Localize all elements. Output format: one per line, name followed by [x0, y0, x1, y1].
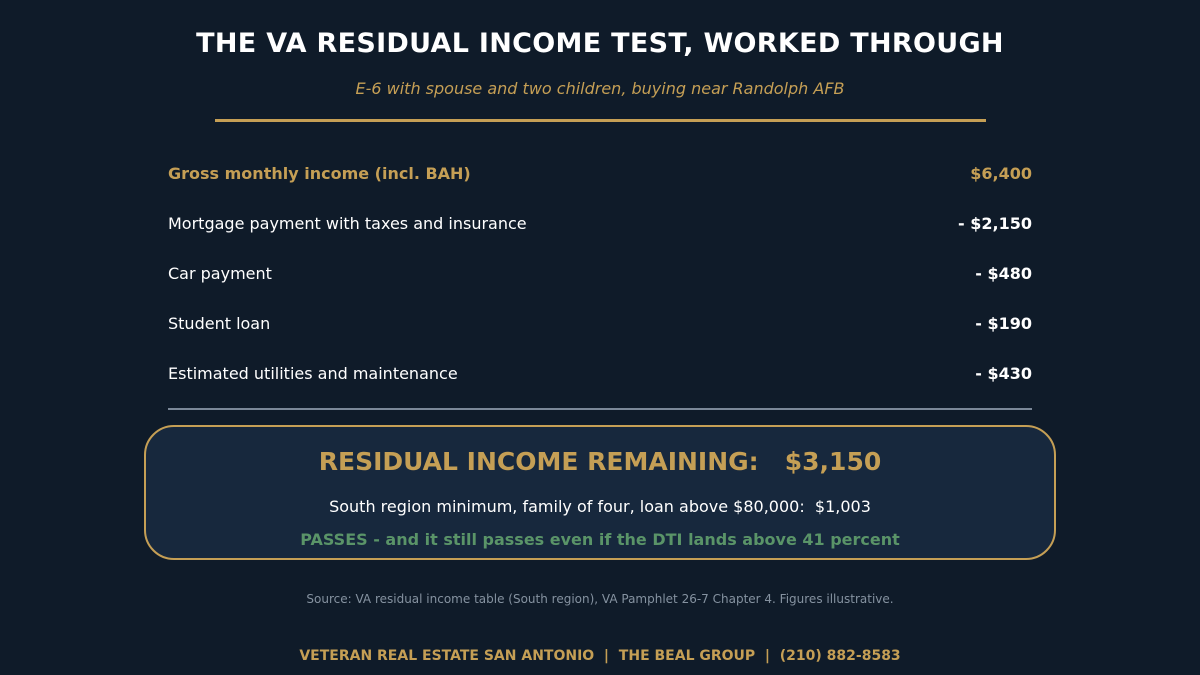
student-loan-row — [168, 314, 1032, 338]
region-minimum-text: South region minimum, family of four, loan above $80,000: $1,003 — [329, 497, 871, 516]
page-title: THE VA RESIDUAL INCOME TEST, WORKED THROUGH — [196, 28, 1004, 59]
car-payment-row — [168, 264, 1032, 288]
student-loan-value: - $190 — [975, 314, 1032, 333]
title-divider — [215, 119, 986, 122]
utilities-row — [168, 364, 1032, 388]
income-value: $6,400 — [970, 164, 1032, 183]
pass-verdict: PASSES - and it still passes even if the DTI lands above 41 percent — [300, 530, 900, 549]
result-box — [144, 425, 1056, 560]
sum-divider — [168, 408, 1032, 410]
income-label: Gross monthly income (incl. BAH) — [168, 164, 471, 183]
utilities-value: - $430 — [975, 364, 1032, 383]
student-loan-label: Student loan — [168, 314, 271, 333]
page-subtitle: E-6 with spouse and two children, buying near Randolph AFB — [355, 79, 845, 98]
mortgage-row — [168, 214, 1032, 238]
income-row — [168, 164, 1032, 188]
mortgage-label: Mortgage payment with taxes and insurance — [168, 214, 527, 233]
car-payment-label: Car payment — [168, 264, 272, 283]
car-payment-value: - $480 — [975, 264, 1032, 283]
footer-contact: VETERAN REAL ESTATE SAN ANTONIO | THE BEAL GROUP | (210) 882-8583 — [299, 648, 901, 664]
source-note: Source: VA residual income table (South region), VA Pamphlet 26-7 Chapter 4. Figures illustrative. — [306, 592, 894, 606]
residual-income-headline: RESIDUAL INCOME REMAINING: $3,150 — [318, 447, 882, 476]
mortgage-value: - $2,150 — [958, 214, 1032, 233]
utilities-label: Estimated utilities and maintenance — [168, 364, 458, 383]
